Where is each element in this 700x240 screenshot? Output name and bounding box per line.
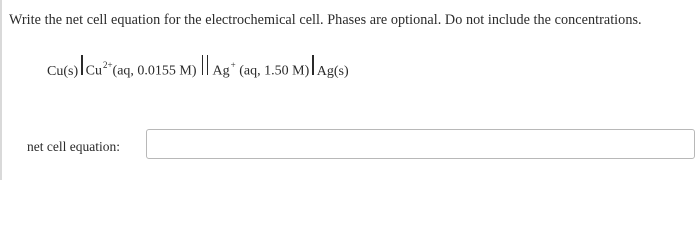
cathode-ion-symbol: Ag bbox=[212, 64, 230, 79]
phase-boundary-2 bbox=[312, 55, 314, 75]
cathode-ion-detail: (aq, 1.50 M) bbox=[239, 64, 310, 79]
anode-ion-symbol: Cu bbox=[85, 64, 102, 79]
phase-boundary-1 bbox=[81, 55, 83, 75]
cathode-ion bbox=[213, 61, 310, 80]
answer-label: net cell equation: bbox=[27, 139, 120, 154]
salt-bridge bbox=[202, 55, 208, 75]
cathode-metal: Ag(s) bbox=[316, 64, 349, 79]
panel-left-border bbox=[0, 0, 2, 180]
anode-ion-detail: (aq, 0.0155 M) bbox=[112, 64, 197, 79]
cell-notation bbox=[47, 55, 349, 80]
anode-metal: Cu(s) bbox=[47, 64, 79, 79]
net-cell-equation-input[interactable] bbox=[146, 129, 695, 159]
question-prompt: Write the net cell equation for the electrochemical cell. Phases are optional. Do not include the concentrations. bbox=[9, 12, 642, 28]
anode-ion bbox=[86, 61, 197, 80]
anode-ion-charge: 2+ bbox=[102, 60, 113, 71]
cathode-ion-charge: + bbox=[230, 60, 236, 71]
